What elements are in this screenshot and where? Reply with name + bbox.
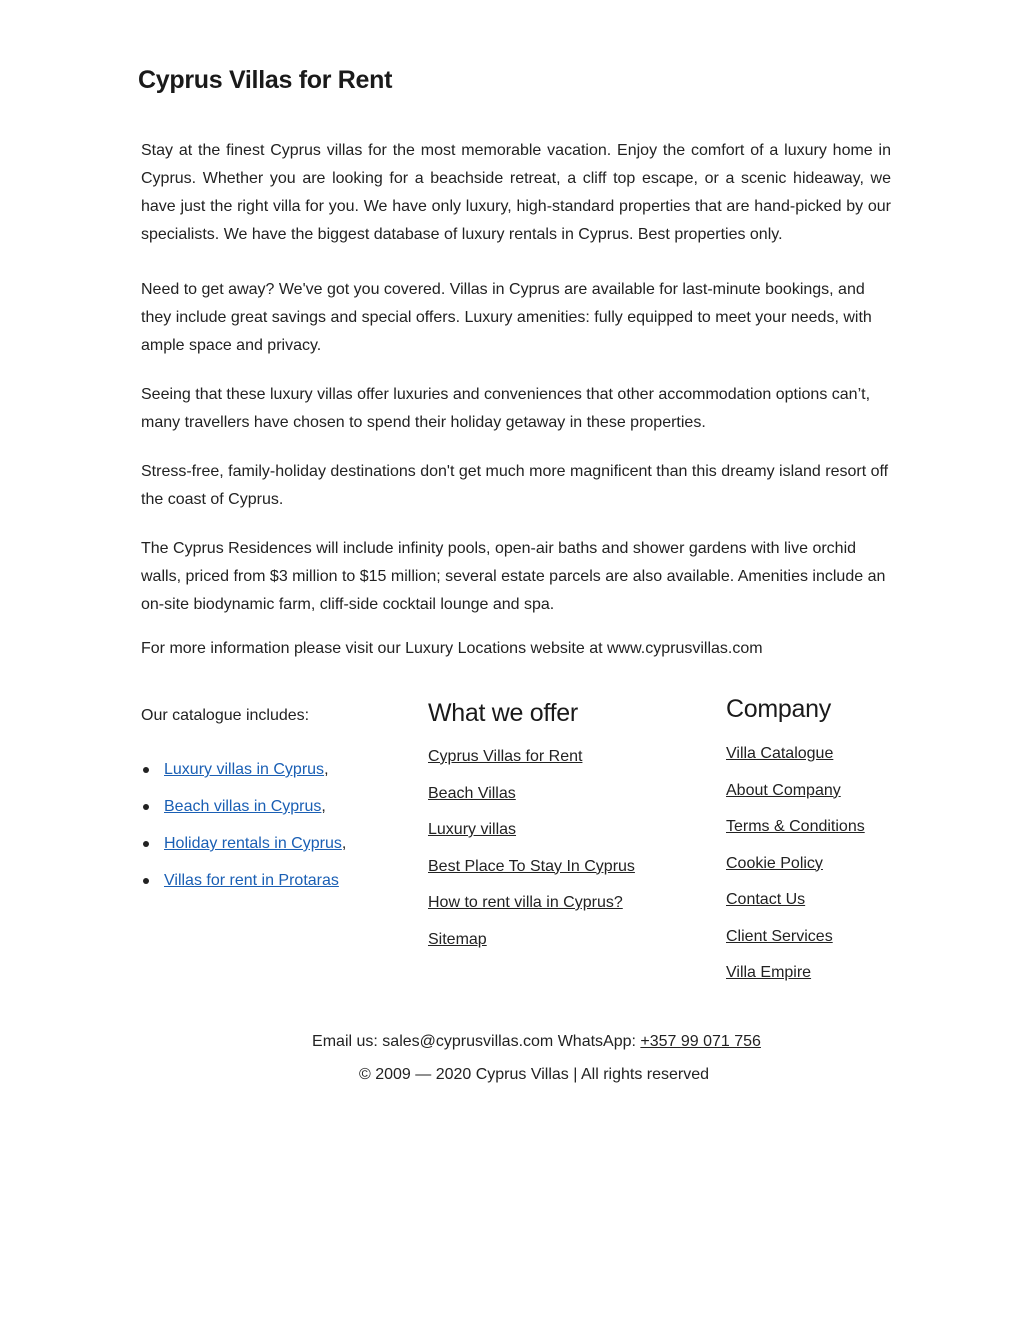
footer-contact-text: Email us: sales@cyprusvillas.com WhatsApp:	[312, 1033, 641, 1050]
catalogue-item	[141, 794, 346, 831]
offer-link-sitemap[interactable]: Sitemap	[428, 930, 487, 948]
catalogue-intro: Our catalogue includes:	[141, 707, 310, 724]
offer-links	[428, 745, 635, 964]
offer-link-how-to-rent[interactable]: How to rent villa in Cyprus?	[428, 894, 623, 911]
whatsapp-phone-link[interactable]: +357 99 071 756	[640, 1033, 761, 1050]
more-info-paragraph: For more information please visit our Luxury Locations website at www.cyprusvillas.com	[141, 640, 763, 657]
company-link-cookie-policy[interactable]: Cookie Policy	[726, 854, 823, 872]
company-link-villa-empire[interactable]: Villa Empire	[726, 964, 812, 981]
offer-link-villas-for-rent[interactable]: Cyprus Villas for Rent	[428, 748, 583, 765]
catalogue-link-holiday-rentals[interactable]: Holiday rentals in Cyprus	[164, 835, 342, 852]
footer-copyright: © 2009 — 2020 Cyprus Villas | All rights reserved	[358, 1066, 710, 1083]
company-link-contact[interactable]: Contact Us	[726, 891, 806, 908]
company-list-item	[726, 815, 865, 852]
destination-paragraph: Stress-free, family-holiday destinations don't get much more magnificent than this dreamy island resort off the coast of Cyprus.	[141, 463, 889, 508]
offer-list-item	[428, 928, 635, 965]
catalogue-item-suffix: ,	[341, 835, 347, 852]
company-list-item	[726, 888, 865, 925]
company-list-item	[726, 925, 865, 962]
offer-list-item	[428, 745, 635, 782]
catalogue-link-protaras-villas[interactable]: Villas for rent in Protaras	[164, 872, 339, 889]
residences-paragraph: The Cyprus Residences will include infinity pools, open-air baths and shower gardens with live orchid walls, priced from $3 million to $15 million; several estate parcels are also available. Amenities include an on-site biodynamic farm, cliff-side cocktail lounge and spa.	[141, 540, 886, 613]
catalogue-item-suffix: ,	[321, 798, 326, 815]
footer-contact	[0, 1033, 1024, 1051]
company-link-terms[interactable]: Terms & Conditions	[726, 818, 865, 835]
offer-list-item	[428, 818, 635, 855]
travellers-paragraph: Seeing that these luxury villas offer luxuries and conveniences that other accommodation options can’t, many travellers have chosen to spend their holiday getaway in these properties.	[141, 386, 871, 431]
company-list-item	[726, 742, 865, 779]
company-list-item	[726, 961, 865, 998]
offer-link-best-place[interactable]: Best Place To Stay In Cyprus	[428, 857, 635, 875]
company-link-villa-catalogue[interactable]: Villa Catalogue	[726, 745, 834, 762]
company-link-client-services[interactable]: Client Services	[726, 927, 833, 945]
page-title: Cyprus Villas for Rent	[138, 66, 393, 94]
catalogue-link-beach-villas[interactable]: Beach villas in Cyprus	[164, 798, 322, 815]
offer-list-item	[428, 855, 635, 892]
availability-paragraph: Need to get away? We've got you covered. Villas in Cyprus are available for last-minute bookings, and they include great savings and special offers. Luxury amenities: fully equipped to meet your needs, with ample space and privacy.	[141, 281, 872, 354]
offer-link-luxury-villas[interactable]: Luxury villas	[428, 821, 517, 838]
company-list-item	[726, 779, 865, 816]
company-heading: Company	[726, 695, 831, 723]
offer-heading: What we offer	[428, 699, 578, 727]
company-list-item	[726, 852, 865, 889]
catalogue-item	[141, 831, 346, 868]
catalogue-item	[141, 757, 346, 794]
offer-link-beach-villas[interactable]: Beach Villas	[428, 784, 516, 802]
offer-list-item	[428, 891, 635, 928]
company-link-about[interactable]: About Company	[726, 781, 841, 799]
catalogue-item-suffix: ,	[324, 761, 329, 778]
company-links	[726, 742, 865, 998]
offer-list-item	[428, 782, 635, 819]
catalogue-list	[141, 757, 346, 905]
catalogue-link-luxury-villas[interactable]: Luxury villas in Cyprus	[164, 761, 325, 778]
intro-paragraph: Stay at the finest Cyprus villas for the most memorable vacation. Enjoy the comfort of a luxury home in Cyprus. Whether you are looking for a beachside retreat, a cliff top escape, or a scenic hideaway, we have just the right villa for you. We have only luxury, high-standard properties that are hand-picked by our specialists. We have the biggest database of luxury rentals in Cyprus. Best properties only.	[141, 142, 891, 243]
catalogue-item	[141, 868, 346, 905]
